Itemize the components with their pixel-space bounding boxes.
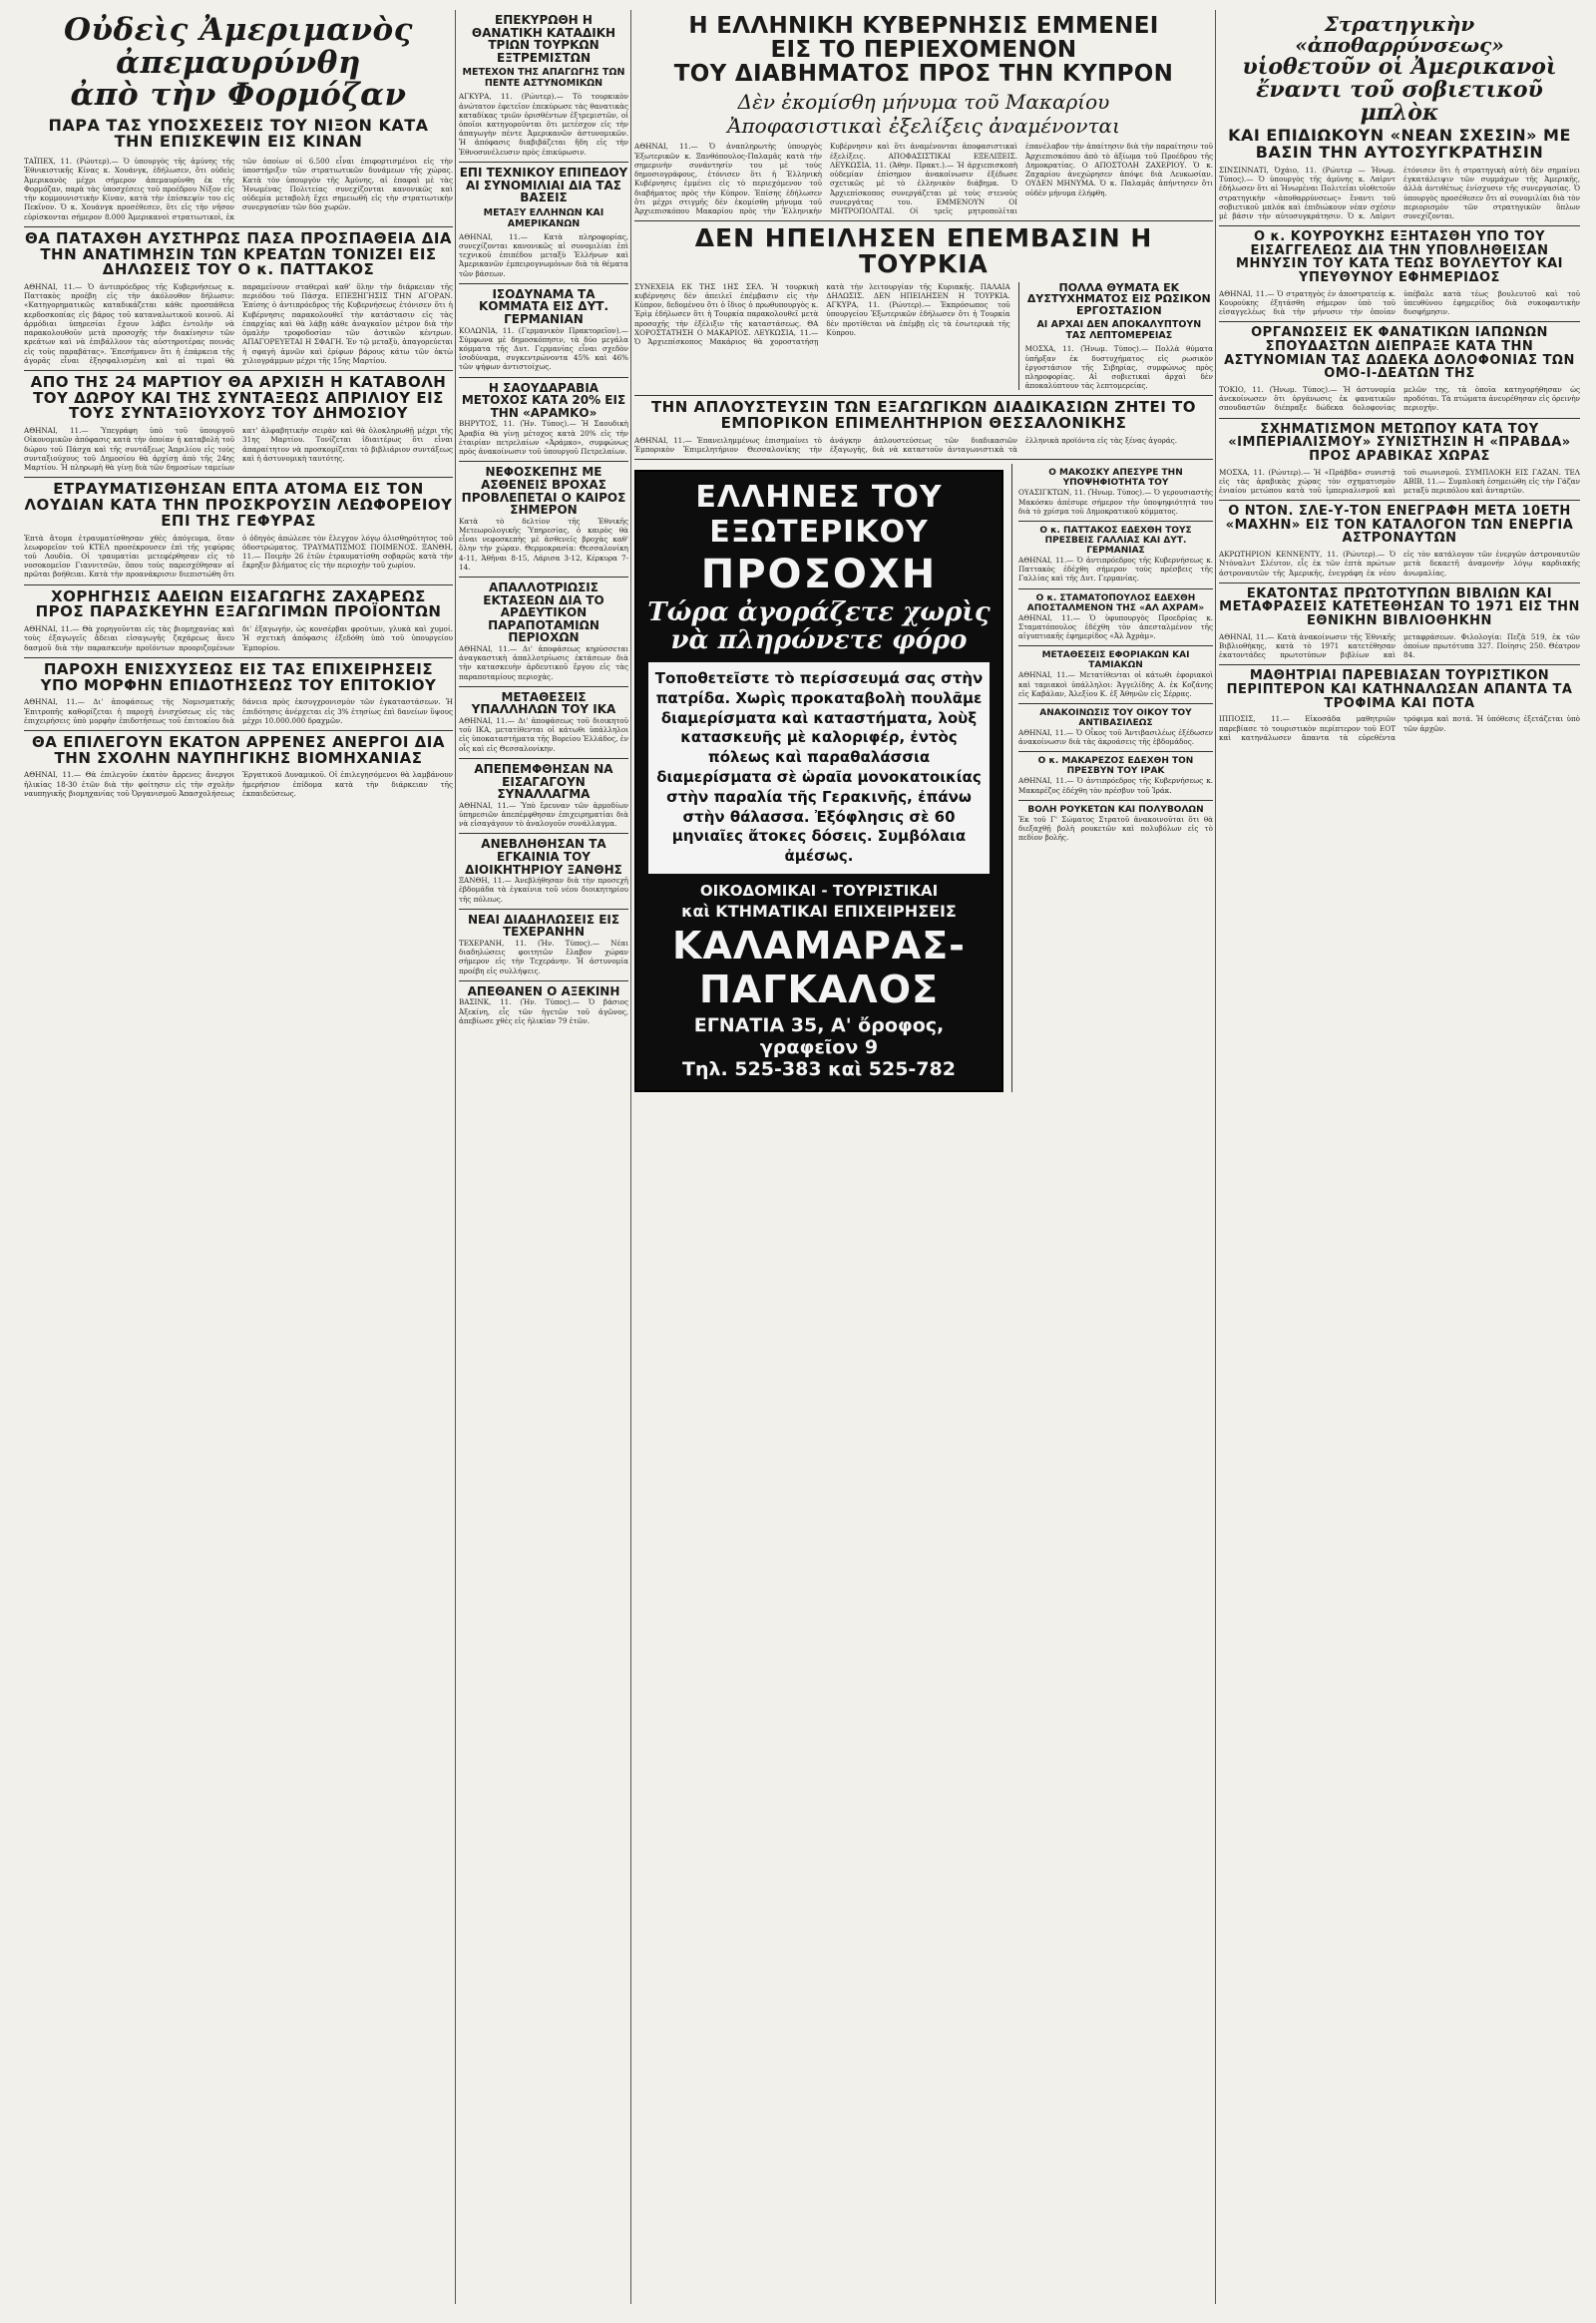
lead-article-cyprus: [634, 10, 1213, 221]
article-pravda: [1219, 419, 1580, 502]
article-german-parties: [459, 284, 628, 378]
article-headline: ΑΠΟ ΤΗΣ 24 ΜΑΡΤΙΟΥ ΘΑ ΑΡΧΙΣΗ Η ΚΑΤΑΒΟΛΗ ΤΟΥ ΔΩΡΟΥ ΚΑΙ ΤΗΣ ΣΥΝΤΑΞΕΩΣ ΑΠΡΙΛΙΟΥ ΕΙΣ ΤΟΥΣ ΣΥΝΤΑΞΙΟΥΧΟΥΣ ΤΟΥ ΔΗΜΟΣΙΟΥ: [30, 372, 447, 423]
article-slayton: [1219, 501, 1580, 583]
article-body: ΑΘΗΝΑΙ, 11.— Δι' ἀποφάσεως τοῦ διοικητοῦ τοῦ ΙΚΑ, μετατίθενται οἱ κάτωθι ὑπάλληλοι εἰς ὑποκαταστήματα τῆς Βορείου Ἑλλάδος, ἐν οἷς καὶ εἰς Θεσσαλονίκην.: [459, 716, 628, 753]
article-easter-bonus: [24, 371, 453, 478]
article-body: ΞΑΝΘΗ, 11.— Ἀνεβλήθησαν διὰ τὴν προσεχῆ ἑβδομάδα τὰ ἐγκαίνια τοῦ νέου διοικητηρίου τῆς πόλεως.: [459, 876, 628, 904]
article-headline: Η ΣΑΟΥΔΑΡΑΒΙΑ ΜΕΤΟΧΟΣ ΚΑΤΑ 20% ΕΙΣ ΤΗΝ «ΑΡΑΜΚΟ»: [461, 380, 626, 420]
article-headline: ΘΑ ΕΠΙΛΕΓΟΥΝ ΕΚΑΤΟΝ ΑΡΡΕΝΕΣ ΑΝΕΡΓΟΙ ΔΙΑ ΤΗΝ ΣΧΟΛΗΝ ΝΑΥΠΗΓΙΚΗΣ ΒΙΟΜΗΧΑΝΙΑΣ: [32, 732, 445, 767]
article-formosa: [24, 10, 453, 227]
lead-headline-line-2: ΕΙΣ ΤΟ ΠΕΡΙΕΧΟΜΕΝΟΝ: [770, 37, 1077, 64]
article-headline: Ο κ. ΠΑΤΤΑΚΟΣ ΕΔΕΧΘΗ ΤΟΥΣ ΠΡΕΣΒΕΙΣ ΓΑΛΛΙΑΣ ΚΑΙ ΔΥΤ. ΓΕΡΜΑΝΙΑΣ: [1039, 526, 1192, 556]
article-body: ΣΥΝΕΧΕΙΑ ΕΚ ΤΗΣ 1ΗΣ ΣΕΛ. Ἡ τουρκικὴ κυβέρνησις δὲν ἀπειλεῖ ἐπέμβασιν εἰς τὴν Κύπρον, δεδομένου ὅτι ὁ ἴδιος ὁ πρωθυπουργὸς κ. Ἐρὶμ ἐδήλωσεν ὅτι ἡ Τουρκία παρακολουθεῖ μετὰ προσοχῆς τὴν ἐξέλιξιν τῆς καταστάσεως. ΘΑ ΧΟΡΟΣΤΑΤΗΣΗ Ο ΜΑΚΑΡΙΟΣ. ΛΕΥΚΩΣΙΑ, 11.— Ὁ Ἀρχιεπίσκοπος Μακάριος θὰ χοροστατήσῃ κατὰ τὴν λειτουργίαν τῆς Κυριακῆς. ΠΑΛΑΙΑ ΔΗΛΩΣΙΣ. ΔΕΝ ΗΠΕΙΛΗΣΕΝ Η ΤΟΥΡΚΙΑ. ΑΓΚΥΡΑ, 11. (Ρώυτερ).— Ἐκπρόσωπος τοῦ ὑπουργείου Ἐξωτερικῶν ἐδήλωσεν ὅτι ἡ Τουρκία δὲν προτίθεται νὰ ἐπέμβῃ εἰς τὰ ἐσωτερικὰ τῆς Κύπρου.: [634, 281, 1010, 346]
newspaper-page: [24, 10, 1580, 2314]
article-headline: ΙΣΟΔΥΝΑΜΑ ΤΑ ΚΟΜΜΑΤΑ ΕΙΣ ΔΥΤ. ΓΕΡΜΑΝΙΑΝ: [478, 286, 609, 326]
article-body: ΑΘΗΝΑΙ, 11.— Ὁ στρατηγὸς ἐν ἀποστρατείᾳ κ. Κουρούκης ἐξητάσθη σήμερον ὑπὸ τοῦ εἰσαγγελέως διὰ τὴν μήνυσιν τὴν ὁποίαν ὑπέβαλε κατὰ τέως βουλευτοῦ καὶ τοῦ ὑπευθύνου ἐφημερίδος διὰ συκοφαντικὴν δυσφήμησιν.: [1219, 288, 1580, 317]
article-body: ΑΘΗΝΑΙ, 11.— Μετατίθενται οἱ κάτωθι ἐφοριακοὶ καὶ ταμιακοὶ ὑπάλληλοι: Ἀγγελίδης Α. ἐκ Κοζάνης εἰς Καβάλαν, Ἀλεξίου Κ. ἐξ Ἀθηνῶν εἰς Σέρρας.: [1018, 670, 1213, 698]
article-shipbuilding-school: [24, 731, 453, 803]
article-body: ΑΘΗΝΑΙ, 11.— Θὰ χορηγοῦνται εἰς τὰς βιομηχανίας καὶ τοὺς ἐξαγωγεῖς ἄδειαι εἰσαγωγῆς ζαχάρεως ἄνευ δασμοῦ διὰ τὴν παρασκευὴν προϊόντων προοριζομένων δι' ἐξαγωγήν, ὡς κονσέρβαι φρούτων, γλυκὰ καὶ χυμοί. Ἡ σχετικὴ ἀπόφασις ἐξεδόθη ὑπὸ τοῦ ὑπουργείου Ἐμπορίου.: [24, 624, 453, 652]
article-japan-students: [1219, 322, 1580, 418]
article-body: ΑΘΗΝΑΙ, 11.— Ὁ ἀντιπρόεδρος τῆς Κυβερνήσεως κ. Παττακὸς ἐδέχθη σήμερον τοὺς πρέσβεις τῆς Γαλλίας καὶ τῆς Δυτ. Γερμανίας.: [1018, 556, 1213, 583]
column-2: [459, 10, 628, 1030]
headline-line-3: ἀπὸ τὴν Φορμόζαν: [70, 77, 407, 114]
article-headline: ΑΠΕΠΕΜΦΘΗΣΑΝ ΝΑ ΕΙΣΑΓΑΓΟΥΝ ΣΥΝΑΛΛΑΓΜΑ: [474, 761, 613, 802]
ad-line-7: ΚΑΛΑΜΑΡΑΣ-ΠΑΓΚΑΛΟΣ: [672, 923, 966, 1011]
article-tax-transfers: [1018, 646, 1213, 704]
article-headline: ΤΗΝ ΑΠΛΟΥΣΤΕΥΣΙΝ ΤΩΝ ΕΞΑΓΩΓΙΚΩΝ ΔΙΑΔΙΚΑΣΙΩΝ ΖΗΤΕΙ ΤΟ ΕΜΠΟΡΙΚΟΝ ΕΠΙΜΕΛΗΤΗΡΙΟΝ ΘΕΣΣΑΛΟΝΙΚΗΣ: [650, 398, 1197, 433]
article-body: ΑΘΗΝΑΙ, 11.— Δι' ἀποφάσεως τῆς Νομισματικῆς Ἐπιτροπῆς καθορίζεται ἡ παροχὴ ἐνισχύσεως εἰς τὰς ἐπιχειρήσεις ὑπὸ μορφὴν ἐπιδοτήσεως τοῦ ἐπιτοκίου διὰ δάνεια πρὸς ἐκσυγχρονισμὸν τῶν ἐγκαταστάσεων. Ἡ ἐπιδότησις ἀνέρχεται εἰς 3% ἐτησίως ἐπὶ δανείων ὕψους μέχρι 10.000.000 δραχμῶν.: [24, 697, 453, 725]
article-kicker: ΜΕΤΕΧΟΝ ΤΗΣ ΑΠΑΓΩΓΗΣ ΤΩΝ ΠΕΝΤΕ ΑΣΤΥΝΟΜΙΚΩΝ: [462, 67, 625, 90]
article-mackowski: [1018, 464, 1213, 522]
soviet-box: [1018, 282, 1213, 391]
article-headline: Ο κ. ΜΑΚΑΡΕΖΟΣ ΕΔΕΧΘΗ ΤΟΝ ΠΡΕΣΒΥΝ ΤΟΥ ΙΡΑΚ: [1037, 756, 1194, 777]
article-body: ΤΑΪΠΕΧ, 11. (Ρώυτερ).— Ὁ ὑπουργὸς τῆς ἀμύνης τῆς Ἐθνικιστικῆς Κίνας κ. Χουάνγκ, ἐδήλωσεν, ὅτι οὐδεὶς Ἀμερικανὸς μέχρι σήμερον ἀπεμαυρύνθη ἐκ τῆς Φορμόζαν, παρὰ τὰς ὑποσχέσεις τοῦ προέδρου Νίξον εἰς τὴν κομμουνιστικὴν Κίναν, κατὰ τὴν ἐπίσκεψίν του εἰς Πεκῖνον. Ὁ κ. Χουάνγκ προσέθεσεν, ὅτι εἰς τὴν νῆσον εὑρίσκονται σήμερον 8.000 Ἀμερικανοὶ στρατιωτικοὶ, ἐκ τῶν ὁποίων οἱ 6.500 εἶναι ἐπιφορτισμένοι εἰς τὴν ὑποστήριξιν τῶν στρατιωτικῶν δυνάμεων τῆς χώρας. Κατὰ τὸν ὑπουργὸν τῆς Ἀμύνης, αἱ ἐπαφαὶ μὲ τὰς Ἡνωμένας Πολιτείας συνεχίζονται κανονικῶς καὶ οὐδεμία μεταβολὴ ἔχει σημειωθῆ εἰς τὴν στρατιωτικὴν συνεργασίαν τῶν δύο χωρῶν.: [24, 157, 453, 221]
article-headline: ΕΠΙ ΤΕΧΝΙΚΟΥ ΕΠΙΠΕΔΟΥ ΑΙ ΣΥΝΟΜΙΛΙΑΙ ΔΙΑ ΤΑΣ ΒΑΣΕΙΣ: [459, 165, 628, 205]
article-body: ΒΗΡΥΤΟΣ, 11. (Ἡν. Τύπος).— Ἡ Σαουδικὴ Ἀραβία θὰ γίνῃ μέτοχος κατὰ 20% εἰς τὴν ἑταιρίαν πετρελαίων «Ἀράμκο», συμφώνως πρὸς ἀνακοίνωσιν τοῦ ὑπουργοῦ Πετρελαίων.: [459, 419, 628, 457]
ad-column: [634, 464, 1003, 1092]
article-headline: ΕΠΕΚΥΡΩΘΗ Η ΘΑΝΑΤΙΚΗ ΚΑΤΑΔΙΚΗ ΤΡΙΩΝ ΤΟΥΡΚΩΝ ΕΞΤΡΕΜΙΣΤΩΝ: [471, 13, 616, 65]
lead-subheadline-2: Ἀποφασιστικαὶ ἐξελίξεις ἀναμένονται: [727, 114, 1120, 139]
article-body: ΑΘΗΝΑΙ, 11.— Ὁ ὑφυπουργὸς Προεδρίας κ. Σταματόπουλος ἐδέχθη τὸν ἀπεσταλμένον τῆς αἰγυπτιακῆς ἐφημερίδος «Ἀλ Ἀχρὰμ».: [1018, 612, 1213, 641]
article-body: ΟΥΑΣΙΓΚΤΩΝ, 11. (Ἡνωμ. Τύπος).— Ὁ γερουσιαστὴς Μακόσκυ ἀπέσυρε σήμερον τὴν ὑποψηφιότητά του διὰ τὸ χρίσμα τοῦ Δημοκρατικοῦ κόμματος.: [1018, 488, 1213, 516]
column-4: [1219, 10, 1580, 747]
turkey-row: [634, 282, 1213, 391]
article-rockets: [1018, 801, 1213, 848]
article-body: ΑΘΗΝΑΙ, 11.— Ὁ ἀντιπρόεδρος τῆς Κυβερνήσεως κ. Παττακὸς προέβη εἰς τὴν ἀκόλουθον δήλωσιν: «Κατηγορηματικῶς καταδικάζεται κάθε προσπάθεια κερδοσκοπίας εἰς βάρος τοῦ καταναλωτικοῦ κοινοῦ. Αἱ ἁρμόδιαι ὑπηρεσίαι ἔχουν λάβει ἐντολὴν νὰ παρακολουθοῦν μετὰ προσοχῆς τὴν διακίνησιν τῶν κρεάτων καὶ νὰ ἐπιβάλλουν τὰς αὐστηροτέρας ποινάς εἰς τοὺς παραβάτας». Ἐπεσήμανεν ὅτι ἡ ἐπάρκεια τῆς ἀγορᾶς εἶναι ἐξησφαλισμένη καὶ αἱ τιμαὶ θὰ παραμείνουν σταθεραὶ καθ' ὅλην τὴν διάρκειαν τῆς περιόδου τοῦ Πάσχα. ΕΠΕΞΗΓΗΣΙΣ ΤΗΝ ΑΓΟΡΑΝ. Ἐπίσης ὁ ἀντιπρόεδρος τῆς Κυβερνήσεως ἐτόνισεν ὅτι ἡ Κυβέρνησις παρακολουθεῖ τὴν κατάστασιν εἰς τὰς ἐπαρχίας καὶ θὰ λάβῃ κάθε ἀναγκαῖον μέτρον διὰ τὴν ὁμαλὴν τροφοδοσίαν τῶν ἀστικῶν κέντρων. ΑΠΑΓΟΡΕΥΕΤΑΙ Η ΣΦΑΓΗ. Ἐν τῷ μεταξὺ, ἀπαγορεύεται ἡ σφαγὴ ἀμνῶν καὶ ἐρίφων βάρους κάτω τῶν ὀκτὼ χιλιογράμμων μέχρι τῆς 15ης Μαρτίου.: [24, 282, 453, 365]
article-headline: ΔΕΝ ΗΠΕΙΛΗΣΕΝ ΕΠΕΜΒΑΣΙΝ Η ΤΟΥΡΚΙΑ: [694, 223, 1153, 279]
article-headline: Ο ΜΑΚΟΣΚΥ ΑΠΕΣΥΡΕ ΤΗΝ ΥΠΟΨΗΦΙΟΤΗΤΑ ΤΟΥ: [1048, 468, 1183, 489]
ad-line-5: ΟΙΚΟΔΟΜΙΚΑΙ - ΤΟΥΡΙΣΤΙΚΑΙ: [699, 881, 939, 900]
ad-line-1: ΕΛΛΗΝΕΣ ΤΟΥ ΕΞΩΤΕΡΙΚΟΥ: [695, 480, 943, 551]
ad-row: [634, 464, 1213, 1092]
article-expropriation: [459, 578, 628, 687]
article-kicker: ΜΕΤΑΞΥ ΕΛΛΗΝΩΝ ΚΑΙ ΑΜΕΡΙΚΑΝΩΝ: [483, 206, 604, 229]
article-us-strategy: [1219, 10, 1580, 226]
article-body: Ἐκ τοῦ Γ' Σώματος Στρατοῦ ἀνακοινοῦται ὅτι θὰ διεξαχθῇ βολὴ ρουκετῶν καὶ πολυβόλων εἰς τὸ πεδίον βολῆς.: [1018, 814, 1213, 843]
article-body: ΑΘΗΝΑΙ, 11.— Κατὰ πληροφορίας, συνεχίζονται κανονικῶς αἱ συνομιλίαι ἐπὶ τεχνικοῦ ἐπιπέδου μεταξὺ Ἑλλήνων καὶ Ἀμερικανῶν ἐμπειρογνωμόνων διὰ τὰ θέματα τῶν βάσεων.: [459, 231, 628, 278]
article-headline: ΕΤΡΑΥΜΑΤΙΣΘΗΣΑΝ ΕΠΤΑ ΑΤΟΜΑ ΕΙΣ ΤΟΝ ΛΟΥΔΙΑΝ ΚΑΤΑ ΤΗΝ ΠΡΟΣΚΡΟΥΣΙΝ ΛΕΩΦΟΡΕΙΟΥ ΕΠΙ ΤΗΣ ΓΕΦΥΡΑΣ: [24, 480, 453, 530]
article-stamatopoulos: [1018, 589, 1213, 647]
article-body: Ἑπτὰ ἄτομα ἐτραυματίσθησαν χθὲς ἀπόγευμα, ὅταν λεωφορεῖον τοῦ ΚΤΕΛ προσέκρουσεν ἐπὶ τῆς γεφύρας τοῦ Λουδία. Οἱ τραυματίαι μετεφέρθησαν εἰς τὸ νοσοκομεῖον Γιαννιτσῶν, ὅπου τοὺς παρεσχέθησαν αἱ πρῶται βοήθειαι. Κατὰ τὴν προανάκρισιν διεπιστώθη ὅτι ὁ ὁδηγὸς ἀπώλεσε τὸν ἔλεγχον λόγῳ ὀλισθηρότητος τοῦ ὁδοστρώματος. ΤΡΑΥΜΑΤΙΣΜΟΣ ΠΟΙΜΕΝΟΣ. ΞΑΝΘΗ, 11.— Ποιμὴν 26 ἐτῶν ἐτραυματίσθη σοβαρῶς κατὰ τὴν ἔκρηξιν βλήματος εἰς τὴν περιοχὴν τοῦ χωρίου.: [24, 533, 453, 580]
article-sugar-imports: [24, 585, 453, 658]
article-body: ΑΘΗΝΑΙ, 11.— Ὑπὸ ἔρευναν τῶν ἁρμοδίων ὑπηρεσιῶν ἀπεπέμφθησαν ἐπιχειρηματίαι διὰ νὰ εἰσαγάγουν τὸ ἀναλογοῦν συνάλλαγμα.: [459, 800, 628, 829]
column-rule: [1215, 10, 1216, 2304]
ad-line-6: καὶ ΚΤΗΜΑΤΙΚΑΙ ΕΠΙΧΕΙΡΗΣΕΙΣ: [681, 901, 957, 921]
headline-line-1: Οὐδεὶς Ἀμεριμανὸς: [63, 12, 413, 48]
article-headline: ΠΟΛΛΑ ΘΥΜΑΤΑ ΕΚ ΔΥΣΤΥΧΗΜΑΤΟΣ ΕΙΣ ΡΩΣΙΚΟΝ ΕΡΓΟΣΤΑΣΙΟΝ: [1026, 280, 1211, 317]
article-body: ΙΠΠΟΣΙΣ, 11.— Εἰκοσάδα μαθητριῶν παρεβίασε τὸ τουριστικὸν περίπτερον τοῦ ΕΟΤ καὶ κατηνάλωσεν ἅπαντα τὰ εὑρεθέντα τρόφιμα καὶ ποτά. Ἡ ὑπόθεσις ἐξετάζεται ὑπὸ τῶν ἀρχῶν.: [1219, 714, 1580, 742]
article-body: ΒΑΣΙΝΚ, 11. (Ἡν. Τύπος).— Ὁ βάσιος Ἀξεκίνη, εἷς τῶν ἡγετῶν τοῦ ἀγῶνος, ἀπεβίωσε χθὲς εἰς ἡλικίαν 79 ἐτῶν.: [459, 997, 628, 1025]
article-turkey: [634, 221, 1213, 396]
article-headline: ΒΟΛΗ ΡΟΥΚΕΤΩΝ ΚΑΙ ΠΟΛΥΒΟΛΩΝ: [1027, 804, 1204, 815]
lead-headline-line-1: Η ΕΛΛΗΝΙΚΗ ΚΥΒΕΡΝΗΣΙΣ ΕΜΜΕΝΕΙ: [688, 13, 1159, 39]
article-headline: ΠΑΡΟΧΗ ΕΝΙΣΧΥΣΕΩΣ ΕΙΣ ΤΑΣ ΕΠΙΧΕΙΡΗΣΕΙΣ ΥΠΟ ΜΟΡΦΗΝ ΕΠΙΔΟΤΗΣΕΩΣ ΤΟΥ ΕΠΙΤΟΚΙΟΥ: [40, 659, 437, 694]
article-headline: ΑΠΕΘΑΝΕΝ Ο ΑΞΕΚΙΝΗ: [467, 983, 620, 998]
article-thessaloniki-chamber: [634, 396, 1213, 460]
side-briefs: [1011, 464, 1213, 1092]
article-headline: ΜΑΘΗΤΡΙΑΙ ΠΑΡΕΒΙΑΣΑΝ ΤΟΥΡΙΣΤΙΚΟΝ ΠΕΡΙΠΤΕΡΟΝ ΚΑΙ ΚΑΤΗΝΑΛΩΣΑΝ ΑΠΑΝΤΑ ΤΑ ΤΡΟΦΙΜΑ ΚΑΙ ΠΟΤΑ: [1226, 668, 1573, 711]
lead-headline-line-3: ΤΟΥ ΔΙΑΒΗΜΑΤΟΣ ΠΡΟΣ ΤΗΝ ΚΥΠΡΟΝ: [673, 61, 1174, 88]
article-headline: ΟΡΓΑΝΩΣΕΙΣ ΕΚ ΦΑΝΑΤΙΚΩΝ ΙΑΠΩΝΩΝ ΣΠΟΥΔΑΣΤΩΝ ΔΙΕΠΡΑΞΕ ΚΑΤΑ ΤΗΝ ΑΣΤΥΝΟΜΙΑΝ ΤΑΣ ΔΩΔΕΚΑ ΔΟΛΟΦΟΝΙΑΣ ΤΩΝ ΟΜΟ-Ι-ΔΕΑΤΩΝ ΤΗΣ: [1224, 325, 1575, 382]
article-body: ΑΘΗΝΑΙ, 11.— Ὑπεγράφη ὑπὸ τοῦ ὑπουργοῦ Οἰκονομικῶν ἀπόφασις κατὰ τὴν ὁποίαν ἡ καταβολὴ τοῦ δώρου τοῦ Πάσχα καὶ τῆς συντάξεως Ἀπριλίου εἰς τοὺς συνταξιούχους τοῦ Δημοσίου θὰ ἀρχίσῃ ἀπὸ τῆς 24ης Μαρτίου. Ἡ πληρωμὴ θὰ γίνῃ διὰ τῶν δημοσίων ταμείων κατ' ἀλφαβητικὴν σειρὰν καὶ θὰ ὁλοκληρωθῇ μέχρι τῆς 31ης Μαρτίου. Τονίζεται ἰδιαιτέρως ὅτι εἶναι ἀπαραίτητον νὰ προσκομίζεται τὸ βιβλιάριον συντάξεως καὶ ἡ ἀστυνομικὴ ταυτότης.: [24, 426, 453, 473]
article-currency: [459, 759, 628, 834]
article-body: ΜΟΣΧΑ, 11. (Ἡνωμ. Τύπος).— Πολλὰ θύματα ὑπῆρξαν ἐκ δυστυχήματος εἰς ρωσικὸν ἐργοστάσιον τῆς Σιβηρίας, συμφώνως πρὸς πληροφορίας. Αἱ σοβιετικαὶ ἀρχαὶ δὲν ἀποκαλύπτουν τὰς λεπτομερείας.: [1024, 344, 1213, 391]
column-3: [634, 10, 1213, 1092]
article-headline: ΑΝΕΒΛΗΘΗΣΑΝ ΤΑ ΕΓΚΑΙΝΙΑ ΤΟΥ ΔΙΟΙΚΗΤΗΡΙΟΥ ΞΑΝΘΗΣ: [465, 837, 622, 877]
article-headline: ΑΠΑΛΛΟΤΡΙΩΣΙΣ ΕΚΤΑΣΕΩΝ ΔΙΑ ΤΟ ΑΡΔΕΥΤΙΚΟΝ ΠΑΡΑΠΟΤΑΜΙΩΝ ΠΕΡΙΟΧΩΝ: [483, 581, 604, 645]
article-tehran: [459, 910, 628, 981]
article-body: ΤΕΧΕΡΑΝΗ, 11. (Ἡν. Τύπος).— Νέαι διαδηλώσεις φοιτητῶν ἔλαβον χώραν σήμερον εἰς τὴν Τεχεράνην. Ἡ ἀστυνομία προέβη εἰς συλλήψεις.: [459, 938, 628, 975]
article-headline: ΧΟΡΗΓΗΣΙΣ ΑΔΕΙΩΝ ΕΙΣΑΓΩΓΗΣ ΖΑΧΑΡΕΩΣ ΠΡΟΣ ΠΑΡΑΣΚΕΥΗΝ ΕΞΑΓΩΓΙΜΩΝ ΠΡΟΪΟΝΤΩΝ: [35, 586, 442, 621]
article-body: ΑΘΗΝΑΙ, 11.— Δι' ἀποφάσεως κηρύσσεται ἀναγκαστικὴ ἀπαλλοτρίωσις ἐκτάσεων διὰ τὴν κατασκευὴν ἀρδευτικοῦ ἔργου εἰς τὰς παραποταμίους περιοχάς.: [459, 643, 628, 681]
lead-subheadline-1: Δὲν ἐκομίσθη μήνυμα τοῦ Μακαρίου: [737, 90, 1110, 115]
headline-line-2: ἀπεμαυρύνθη: [116, 44, 361, 81]
article-students-kiosk: [1219, 665, 1580, 747]
article-kicker: ΑΙ ΑΡΧΑΙ ΔΕΝ ΑΠΟΚΑΛΥΠΤΟΥΝ ΤΑΣ ΛΕΠΤΟΜΕΡΕΙΑΣ: [1036, 319, 1202, 342]
ad-line-4: Τοποθετεῖστε τὸ περίσσευμά σας στὴν πατρίδα. Χωρὶς προκαταβολὴ πουλᾶμε διαμερίσματα καὶ καταστήματα, λοὺξ κατασκευῆς μὲ καλοριφέρ, ἐντὸς πόλεως καὶ παραθαλάσσια διαμερίσματα σὲ ὡραῖα μονοκατοικίας στὴν παραλία τῆς Γερακινῆς, ἐπάνω στὴν θάλασσα. Ἐξόφλησις σὲ 60 μηνιαῖες ἄτοκες δόσεις. Συμβόλαια ἀμέσως.: [648, 662, 990, 874]
article-regent-office: [1018, 704, 1213, 752]
ad-line-9: Τηλ. 525-383 καὶ 525-782: [682, 1057, 956, 1080]
article-national-library: [1219, 583, 1580, 666]
article-headline: ΣΧΗΜΑΤΙΣΜΟΝ ΜΕΤΩΠΟΥ ΚΑΤΑ ΤΟΥ «ΙΜΠΕΡΙΑΛΙΣΜΟΥ» ΣΥΝΙΣΤΗΣΙΝ Η «ΠΡΑΒΔΑ» ΠΡΟΣ ΑΡΑΒΙΚΑΣ ΧΩΡΑΣ: [1228, 421, 1571, 464]
headline-line-2: υἱοθετοῦν οἱ Ἀμερικανοὶ: [1242, 54, 1557, 80]
article-xanthi: [459, 834, 628, 909]
article-kouroukis: [1219, 226, 1580, 322]
column-rule: [455, 10, 456, 2304]
article-interest-subsidy: [24, 658, 453, 731]
article-ika-transfers: [459, 687, 628, 759]
headline-line-1: Στρατηγικὴν «ἀποθαρρύνσεως»: [1295, 12, 1504, 57]
column-1: [24, 10, 453, 803]
ad-line-3: Τώρα ἀγοράζετε χωρὶς νὰ πληρώνετε φόρο: [647, 597, 991, 655]
article-body: ΑΘΗΝΑΙ, 11.— Ὁ ἀντιπρόεδρος τῆς Κυβερνήσεως κ. Μακαρέζος ἐδέχθη τὸν πρέσβυν τοῦ Ἰράκ.: [1018, 776, 1213, 795]
article-bus-accident: [24, 478, 453, 584]
article-headline: ΜΕΤΑΘΕΣΕΙΣ ΕΦΟΡΙΑΚΩΝ ΚΑΙ ΤΑΜΙΑΚΩΝ: [1041, 650, 1190, 671]
article-body: ΚΟΛΩΝΙΑ, 11. (Γερμανικὸν Πρακτορεῖον).— Σύμφωνα μὲ δημοσκόπησιν, τὰ δύο μεγάλα κόμματα τῆς Δυτ. Γερμανίας εἶναι σχεδὸν ἰσοδύναμα, συγκεντρώνοντα 45% καὶ 46% τῶν ψήφων ἀντιστοίχως.: [459, 325, 628, 372]
article-headline: Ο κ. ΣΤΑΜΑΤΟΠΟΥΛΟΣ ΕΔΕΧΘΗ ΑΠΟΣΤΑΛΜΕΝΟΝ ΤΗΣ «ΑΛ ΑΧΡΑΜ»: [1026, 592, 1205, 613]
ad-line-2: ΠΡΟΣΟΧΗ: [700, 552, 938, 598]
article-bases-talks: [459, 163, 628, 284]
article-body: ΤΟΚΙΟ, 11. (Ἡνωμ. Τύπος).— Ἡ ἀστυνομία ἀνεκοίνωσεν ὅτι ὀργάνωσις ἐκ φανατικῶν σπουδαστῶν διέπραξε δώδεκα δολοφονίας μελῶν της, τὰ ὁποῖα κατηγορήθησαν ὡς προδόται. Τὰ πτώματα ἀνευρέθησαν εἰς ὀρεινὴν περιοχήν.: [1219, 384, 1580, 413]
article-body: ΑΘΗΝΑΙ, 11.— Κατὰ ἀνακοίνωσιν τῆς Ἐθνικῆς Βιβλιοθήκης, κατὰ τὸ 1971 κατετέθησαν ἑκατοντάδες πρωτοτύπων βιβλίων καὶ μεταφράσεων. Φιλολογία: Πεζὰ 519, ἐκ τῶν ὁποίων πρωτότυπα 327. Ποίησις 250. Θέατρον 84.: [1219, 631, 1580, 660]
article-headline: Ο ΝΤΟΝ. ΣΛΕ-Υ-ΤΟΝ ΕΝΕΓΡΑΦΗ ΜΕΤΑ 10ΕΤΗ «ΜΑΧΗΝ» ΕΙΣ ΤΟΝ ΚΑΤΑΛΟΓΟΝ ΤΩΝ ΕΝΕΡΓΙΑ ΑΣΤΡΟΝΑΥΤΩΝ: [1225, 504, 1574, 547]
article-headline: ΕΚΑΤΟΝΤΑΣ ΠΡΩΤΟΤΥΠΩΝ ΒΙΒΛΙΩΝ ΚΑΙ ΜΕΤΑΦΡΑΣΕΙΣ ΚΑΤΕΤΕΘΗΣΑΝ ΤΟ 1971 ΕΙΣ ΤΗΝ ΕΘΝΙΚΗΝ ΒΙΒΛΙΟΘΗΚΗΝ: [1219, 585, 1580, 629]
article-body: Κατὰ τὸ δελτίον τῆς Ἐθνικῆς Μετεωρολογικῆς Ὑπηρεσίας, ὁ καιρὸς θὰ εἶναι νεφοσκεπὴς μὲ ἀσθενεῖς βροχὰς καθ' ὅλην τὴν χώραν. Θερμοκρασία: Θεσσαλονίκη 4-11, Ἀθῆναι 8-15, Λάρισα 3-12, Κέρκυρα 7-14.: [459, 516, 628, 572]
article-aramco: [459, 378, 628, 463]
subheadline: ΠΑΡΑ ΤΑΣ ΥΠΟΣΧΕΣΕΙΣ ΤΟΥ ΝΙΞΟΝ ΚΑΤΑ ΤΗΝ ΕΠΙΣΚΕΨΙΝ ΕΙΣ ΚΙΝΑΝ: [48, 115, 429, 152]
ad-line-8: ΕΓΝΑΤΙΑ 35, Α' ὄροφος, γραφεῖον 9: [693, 1013, 945, 1058]
article-headline: Ο κ. ΚΟΥΡΟΥΚΗΣ ΕΞΗΤΑΣΘΗ ΥΠΟ ΤΟΥ ΕΙΣΑΓΓΕΛΕΩΣ ΔΙΑ ΤΗΝ ΥΠΟΒΛΗΘΕΙΣΑΝ ΜΗΝΥΣΙΝ ΤΟΥ ΚΑΤΑ ΤΕΩΣ ΒΟΥΛΕΥΤΟΥ ΚΑΙ ΥΠΕΥΘΥΝΟΥ ΕΦΗΜΕΡΙΔΟΣ: [1236, 229, 1563, 286]
article-body: ΑΘΗΝΑΙ, 11.— Θὰ ἐπιλεγοῦν ἑκατὸν ἄρρενες ἄνεργοι ἡλικίας 18-30 ἐτῶν διὰ τὴν φοίτησιν εἰς τὴν σχολὴν ναυπηγικῆς βιομηχανίας τοῦ Ὀργανισμοῦ Ἀπασχολήσεως Ἐργατικοῦ Δυναμικοῦ. Οἱ ἐπιλεγησόμενοι θὰ λαμβάνουν ἡμερήσιον ἐπίδομα κατὰ τὴν διάρκειαν τῆς ἐκπαιδεύσεως.: [24, 770, 453, 798]
article-body: ΣΙΝΣΙΝΝΑΤΙ, Ὀχάιο, 11. (Ρώυτερ — Ἡνωμ. Τύπος).— Ὁ ὑπουργὸς τῆς ἀμύνης κ. Λαὶρντ ἐδήλωσεν ὅτι αἱ Ἡνωμέναι Πολιτεῖαι υἱοθετοῦν στρατηγικὴν «ἀποθαρρύνσεως» ἔναντι τοῦ σοβιετικοῦ μπλόκ καὶ ἐπιδιώκουν νέαν σχέσιν μὲ βάσιν τὴν αὐτοσυγκράτησιν. Ὁ κ. Λαὶρντ ἐτόνισεν ὅτι ἡ στρατηγικὴ αὐτὴ δὲν σημαίνει ἐγκατάλειψιν τῶν συμμάχων τῆς Ἀμερικῆς, ἀλλὰ ἀντιθέτως ἐνίσχυσιν τῆς συνεργασίας. Ὁ ὑπουργὸς προσέθεσεν ὅτι αἱ συνομιλίαι διὰ τὸν περιορισμὸν τῶν στρατηγικῶν ὅπλων συνεχίζονται.: [1219, 165, 1580, 220]
article-headline: ΜΕΤΑΘΕΣΕΙΣ ΥΠΑΛΛΗΛΩΝ ΤΟΥ ΙΚΑ: [471, 689, 616, 717]
subheadline: ΚΑΙ ΕΠΙΔΙΩΚΟΥΝ «ΝΕΑΝ ΣΧΕΣΙΝ» ΜΕ ΒΑΣΙΝ ΤΗΝ ΑΥΤΟΣΥΓΚΡΑΤΗΣΙΝ: [1228, 126, 1571, 163]
article-pattakos-ambassadors: [1018, 522, 1213, 589]
article-body: ΜΟΣΧΑ, 11. (Ρώυτερ).— Ἡ «Πράβδα» συνιστᾷ εἰς τὰς ἀραβικὰς χώρας τὸν σχηματισμὸν ἑνιαίου μετώπου κατὰ τοῦ ἰμπεριαλισμοῦ καὶ τοῦ σιωνισμοῦ. ΣΥΜΠΛΟΚΗ ΕΙΣ ΓΑΖΑΝ. ΤΕΛ ΑΒΙΒ, 11.— Συμπλοκὴ ἐσημειώθη εἰς τὴν Γάζαν μεταξὺ περιπόλου καὶ ἀνταρτῶν.: [1219, 467, 1580, 495]
advertisement-kalamaras: [634, 470, 1003, 1092]
article-headline: ΝΕΦΟΣΚΕΠΗΣ ΜΕ ΑΣΘΕΝΕΙΣ ΒΡΟΧΑΣ ΠΡΟΒΛΕΠΕΤΑΙ Ο ΚΑΙΡΟΣ ΣΗΜΕΡΟΝ: [461, 465, 626, 518]
article-body: ΑΘΗΝΑΙ, 11.— Ἐπανειλημμένως ἐπισημαίνει τὸ Ἐμπορικὸν Ἐπιμελητήριον Θεσσαλονίκης τὴν ἀνάγκην ἀπλουστεύσεως τῶν διαδικασιῶν ἐξαγωγῆς, διὰ νὰ καταστοῦν ἀνταγωνιστικὰ τὰ ἑλληνικὰ προϊόντα εἰς τὰς ξένας ἀγοράς.: [634, 435, 1178, 455]
article-headline: ΘΑ ΠΑΤΑΧΘΗ ΑΥΣΤΗΡΩΣ ΠΑΣΑ ΠΡΟΣΠΑΘΕΙΑ ΔΙΑ ΤΗΝ ΑΝΑΤΙΜΗΣΙΝ ΤΩΝ ΚΡΕΑΤΩΝ ΤΟΝΙΖΕΙ ΕΙΣ ΔΗΛΩΣΕΙΣ ΤΟΥ Ο κ. ΠΑΤΤΑΚΟΣ: [24, 228, 453, 279]
article-headline: ΝΕΑΙ ΔΙΑΔΗΛΩΣΕΙΣ ΕΙΣ ΤΕΧΕΡΑΝΗΝ: [467, 912, 620, 940]
headline-line-3: ἔναντι τοῦ σοβιετικοῦ μπλὸκ: [1256, 77, 1543, 127]
article-pattakos-meat: [24, 227, 453, 371]
article-headline: ΑΝΑΚΟΙΝΩΣΙΣ ΤΟΥ ΟΙΚΟΥ ΤΟΥ ΑΝΤΙΒΑΣΙΛΕΩΣ: [1039, 707, 1192, 728]
article-body: ΑΚΡΩΤΗΡΙΟΝ ΚΕΝΝΕΝΤΥ, 11. (Ρώυτερ).— Ὁ Ντὸναλντ Σλέυτον, εἷς ἐκ τῶν ἑπτὰ πρώτων ἀστροναυτῶν τῆς Ἀμερικῆς, ἐνεγράφη ἐκ νέου εἰς τὸν κατάλογον τῶν ἐνεργῶν ἀστροναυτῶν μετὰ δεκαετῆ ἀναμονήν λόγῳ καρδιακῆς ἀνωμαλίας.: [1219, 550, 1580, 578]
article-weather: [459, 462, 628, 578]
article-body: ΑΘΗΝΑΙ, 11.— Ὁ Οἶκος τοῦ Ἀντιβασιλέως ἐξέδωσεν ἀνακοίνωσιν διὰ τὰς ἀκροάσεις τῆς ἑβδομάδος.: [1018, 727, 1213, 747]
article-obituary: [459, 981, 628, 1030]
article-body: ΑΘΗΝΑΙ, 11.— Ὁ ἀναπληρωτὴς ὑπουργὸς Ἐξωτερικῶν κ. Ξανθόπουλος-Παλαμᾶς κατὰ τὴν σημερινὴν συνάντησίν του μὲ τοὺς δημοσιογράφους, ἐτόνισεν ὅτι ἡ Ἑλληνικὴ Κυβέρνησις ἐμμένει εἰς τὸ περιεχόμενον τοῦ διαβήματος πρὸς τὴν Κύπρον. Ἐπίσης ἐδήλωσεν ὅτι μέχρι στιγμῆς δὲν ἐκομίσθη μήνυμα τοῦ Ἀρχιεπισκόπου Μακαρίου πρὸς τὴν Ἑλληνικὴν Κυβέρνησιν καὶ ὅτι ἀναμένονται ἀποφασιστικαὶ ἐξελίξεις. ΑΠΟΦΑΣΙΣΤΙΚΑΙ ΕΞΕΛΙΞΕΙΣ. ΛΕΥΚΩΣΙΑ, 11. (Ἀθην. Πρακτ.).— Ἡ ἀρχιεπισκοπὴ οὐδεμίαν ἐπίσημον ἀνακοίνωσιν ἐξέδωσε σχετικῶς μὲ τὸ ἑλληνικὸν διάβημα. Ὁ Ἀρχιεπίσκοπος συνεργάζεται μὲ τοὺς στενοὺς συνεργάτας του. ΕΜΜΕΝΟΥΝ ΟΙ ΜΗΤΡΟΠΟΛΙΤΑΙ. Οἱ τρεῖς μητροπολῖται ἐπανέλαβον τὴν ἀπαίτησιν διὰ τὴν παραίτησιν τοῦ Ἀρχιεπισκόπου ἀπὸ τὸ ἀξίωμα τοῦ Προέδρου τῆς Δημοκρατίας. Ο ΑΠΟΣΤΟΛΗ ΖΑΧΕΡΙΟΥ. Ὁ κ. Ζαχαρίου ἀνεχώρησεν ἀπόψε διὰ Λευκωσίαν. ΟΥΔΕΝ ΜΗΝΥΜΑ. Ὁ κ. Παλαμᾶς ἀπήντησεν ὅτι οὐδὲν μήνυμα ἐλήφθη.: [634, 142, 1213, 215]
column-rule: [630, 10, 631, 2304]
article-body: ΑΓΚΥΡΑ, 11. (Ρώυτερ).— Τὸ τουρκικὸν ἀνώτατον ἐφετεῖον ἐπεκύρωσε τὰς θανατικὰς καταδίκας τριῶν ὁρισθέντων ἐξτρεμιστῶν, οἱ ὁποῖοι κατηγοροῦνται ὅτι μετέσχον εἰς τὴν ἀπαγωγὴν πέντε Ἀμερικανῶν ἀστυνομικῶν. Ἡ ἀπόφασις διαβιβάζεται ἤδη εἰς τὴν Ἐθνοσυνέλευσιν πρὸς ἐπικύρωσιν.: [459, 92, 628, 157]
article-makarezos: [1018, 752, 1213, 800]
article-turkish-sentence: [459, 10, 628, 163]
